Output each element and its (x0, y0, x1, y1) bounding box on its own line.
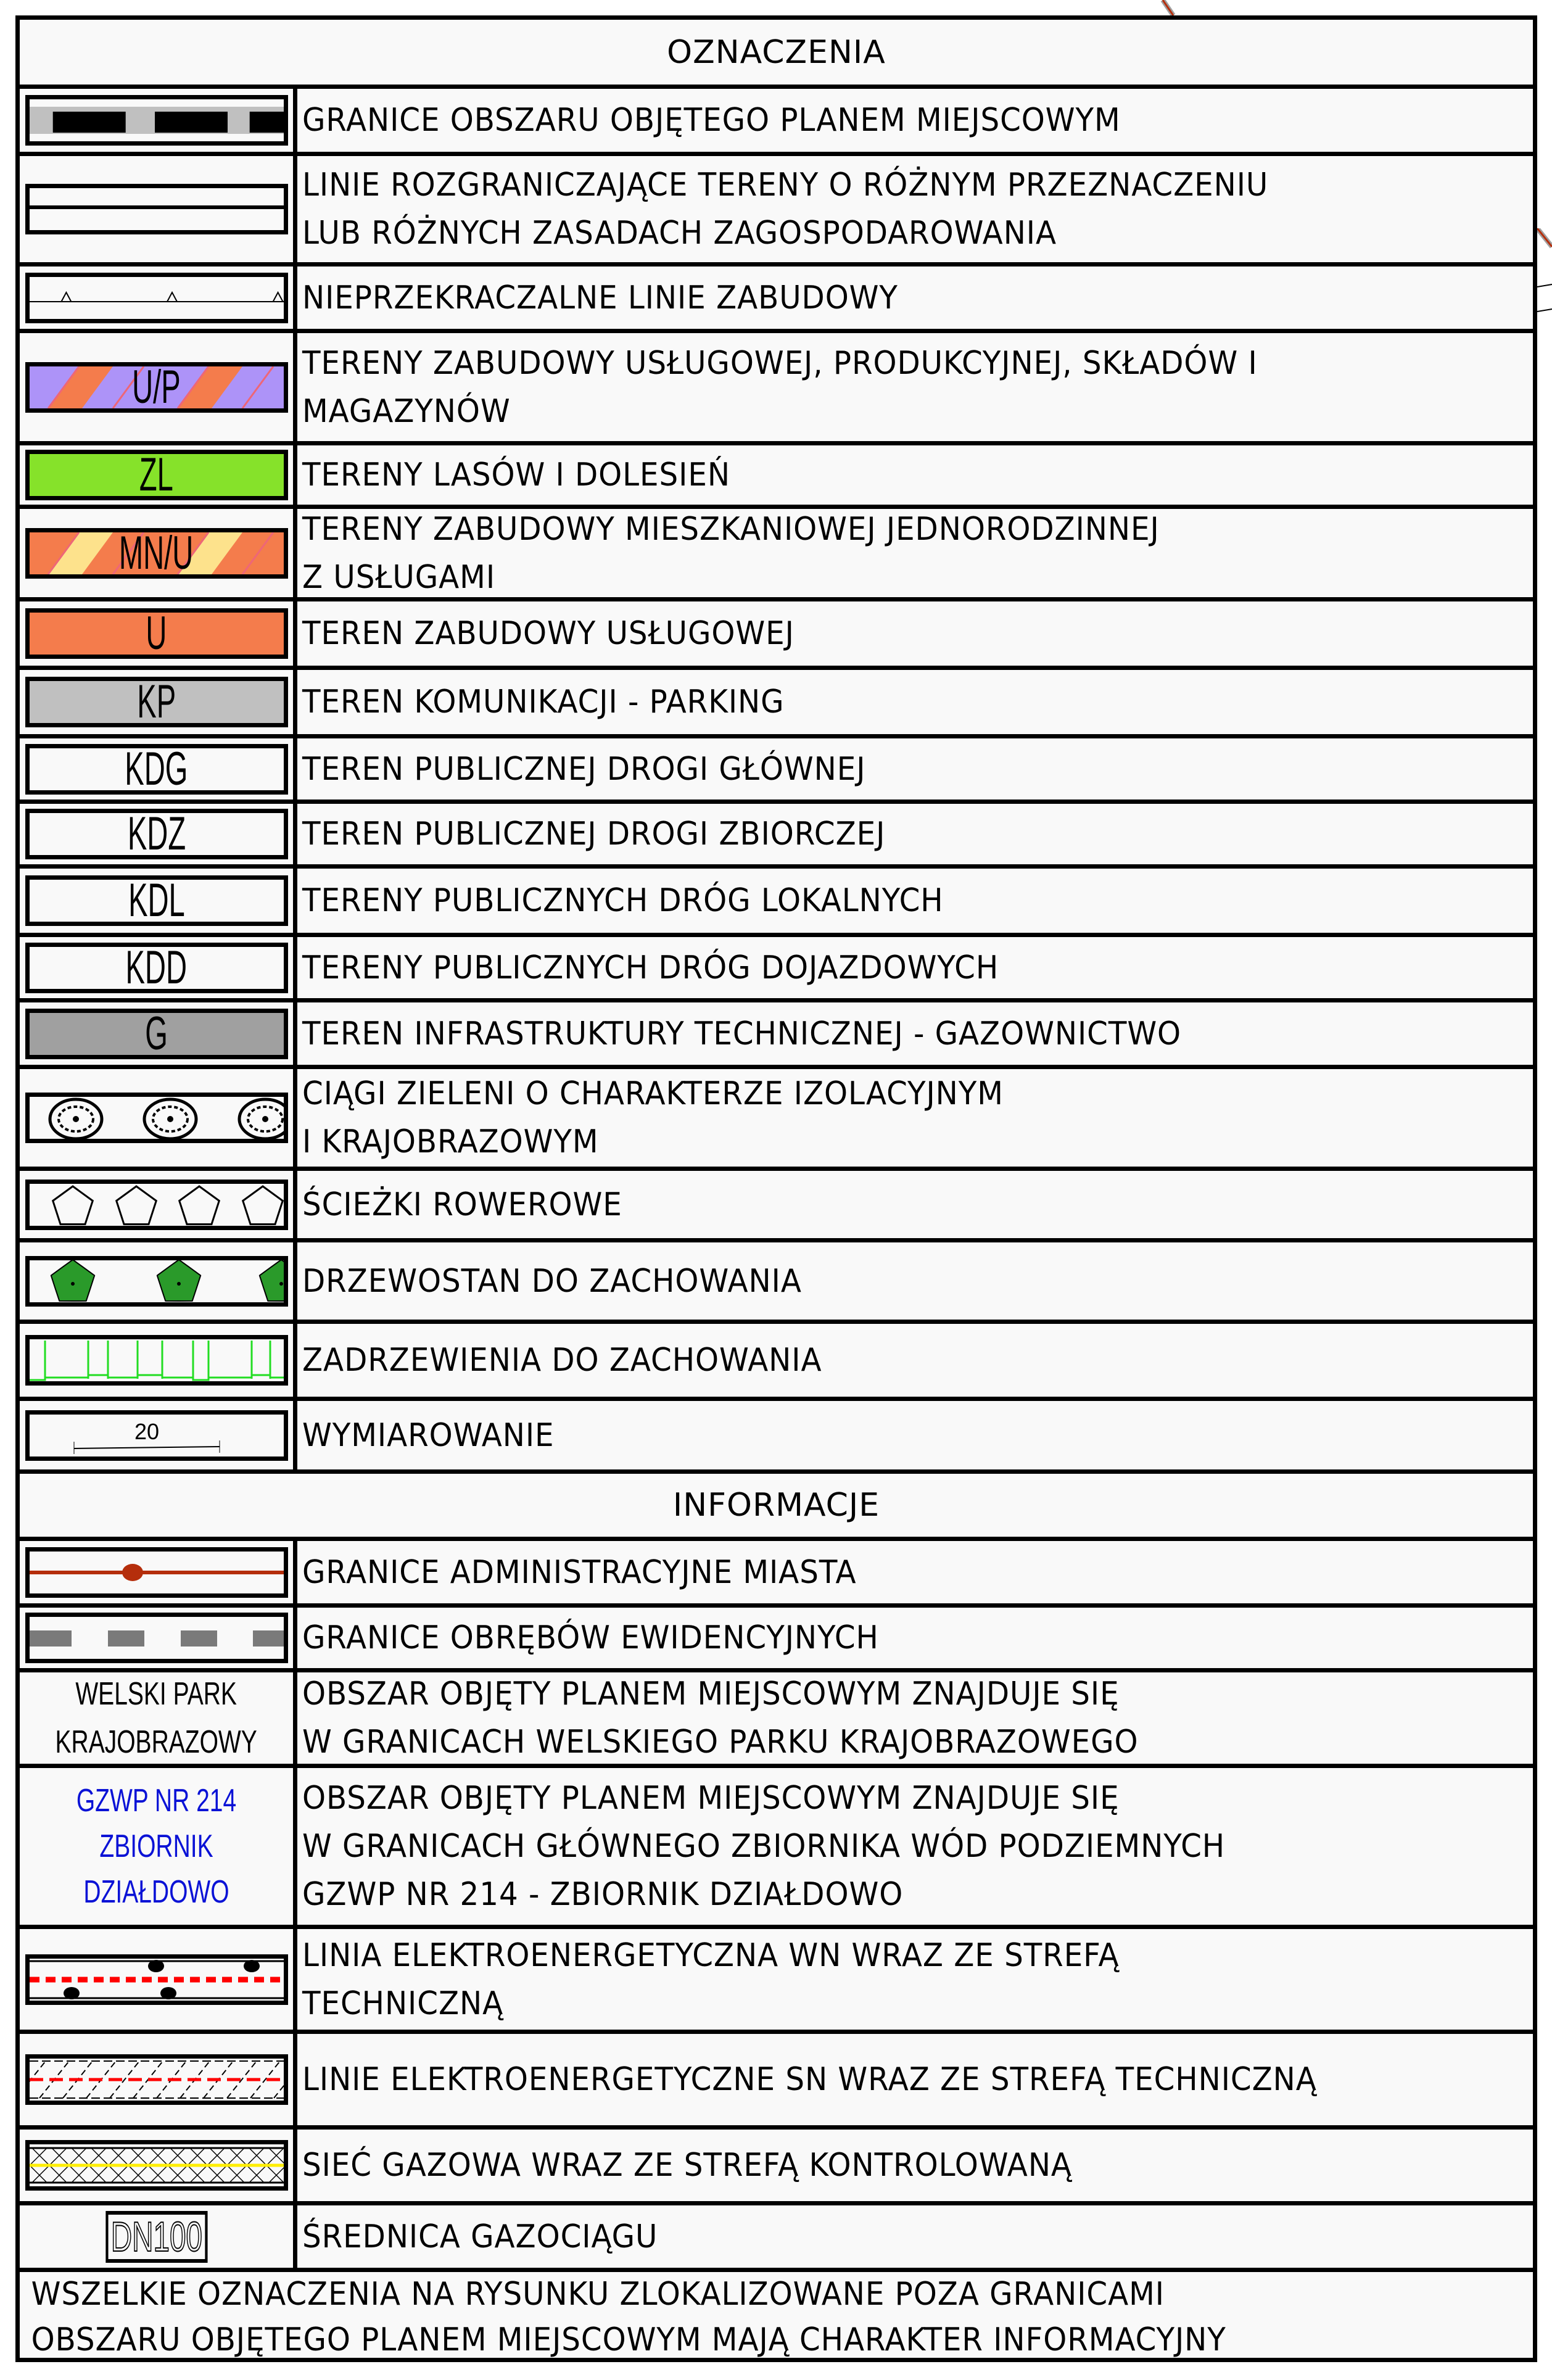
legend-row (20, 933, 1533, 998)
legend-symbol-bike-paths (25, 1180, 288, 1230)
info-symbol-city-boundary (25, 1547, 288, 1598)
description (302, 601, 1441, 666)
symbol-cell (20, 2130, 297, 2201)
legend-symbol-zl (25, 450, 288, 500)
symbol-cell (20, 804, 297, 864)
description-line: SIEĆ GAZOWA WRAZ ZE STREFĄ KONTROLOWANĄ (302, 2147, 1072, 2184)
precinct-dash (30, 1630, 72, 1647)
symbol-cell (20, 869, 297, 933)
description (302, 509, 1441, 597)
boundary-dash (52, 112, 125, 133)
legend-symbol-dividing-line (25, 184, 288, 234)
pentagon-icon (179, 1186, 219, 1225)
description (302, 1608, 1441, 1668)
legend-row (20, 734, 1533, 800)
description (302, 89, 1441, 152)
legend-symbol-kdl (25, 875, 288, 926)
map-line-fragment-right (1537, 281, 1552, 318)
symbol-cell (20, 1069, 297, 1167)
description-line: ŚREDNICA GAZOCIĄGU (302, 2218, 658, 2255)
pylon-icon (148, 1960, 164, 1972)
info-symbol-line: GZWP NR 214 (76, 1783, 237, 1819)
description (302, 333, 1441, 441)
boundary-node-icon (122, 1564, 143, 1581)
symbol-cell (20, 1171, 297, 1238)
legend-symbol-kp (25, 677, 288, 727)
description (302, 1401, 1441, 1469)
description (302, 1171, 1441, 1238)
precinct-dash (108, 1630, 144, 1647)
info-row (20, 1537, 1533, 1603)
legend-row (20, 85, 1533, 152)
description-line: ŚCIEŻKI ROWEROWE (302, 1186, 622, 1223)
tree-trunk (177, 1282, 181, 1286)
description-line: TERENY ZABUDOWY USŁUGOWEJ, PRODUKCYJNEJ, SKŁADÓW I (302, 344, 1258, 382)
symbol-cell (20, 1401, 297, 1469)
symbol-cell (20, 1929, 297, 2030)
description (302, 2205, 1441, 2268)
info-row (20, 1764, 1533, 1925)
legend-symbol-woodland (25, 1335, 288, 1386)
symbol-cell (20, 1608, 297, 1668)
symbol-cell (20, 1242, 297, 1320)
shrub-core (73, 1116, 79, 1122)
legend-symbol-kdz (25, 809, 288, 859)
description (302, 937, 1441, 998)
land-use-code: KDG (125, 743, 188, 795)
dimension-value: 20 (134, 1418, 159, 1444)
description-line: Z USŁUGAMI (302, 558, 496, 596)
symbol-cell (20, 601, 297, 666)
description-line: NIEPRZEKRACZALNE LINIE ZABUDOWY (302, 279, 898, 316)
pentagon-icon (242, 1186, 283, 1225)
legend-symbol-kdg (25, 744, 288, 795)
symbol-cell (20, 1768, 297, 1925)
woodland-outline (30, 1375, 284, 1380)
description (302, 1069, 1441, 1167)
tree-trunk (279, 1282, 283, 1286)
boundary-dash (249, 112, 283, 133)
description-line: MAGAZYNÓW (302, 392, 511, 430)
description (302, 1002, 1441, 1065)
symbol-cell (20, 333, 297, 441)
symbol-cell (20, 1324, 297, 1397)
legend-row (20, 152, 1533, 262)
legend-row (20, 864, 1533, 933)
pylon-icon (64, 1987, 80, 1999)
symbol-cell (20, 1672, 297, 1764)
legend-symbol-u (25, 608, 288, 659)
description (302, 2034, 1441, 2125)
shrub-core (167, 1116, 173, 1122)
triangle-marker-icon (273, 292, 283, 302)
description-line: I KRAJOBRAZOWYM (302, 1123, 599, 1160)
legend-row (20, 441, 1533, 505)
land-use-code: MN/U (119, 527, 194, 579)
legend-symbol-u-p (25, 362, 288, 413)
info-symbol-line: WELSKI PARK (75, 1676, 237, 1712)
tree-trunk (71, 1282, 75, 1286)
info-symbol-mv-lines (25, 2054, 288, 2105)
legend-symbol-mn-u (25, 528, 288, 579)
hatch-stripe (242, 532, 284, 574)
symbol-cell (20, 267, 297, 329)
description-line: LUB RÓŻNYCH ZASADACH ZAGOSPODAROWANIA (302, 215, 1057, 252)
description (302, 1929, 1441, 2030)
legend-row (20, 1397, 1533, 1469)
description (302, 445, 1441, 505)
legend-table (15, 15, 1537, 2362)
info-symbol-hv-line (25, 1954, 288, 2005)
description-line: GRANICE OBRĘBÓW EWIDENCYJNYCH (302, 1619, 879, 1656)
land-use-code: U/P (132, 362, 181, 413)
description-line: TERENY ZABUDOWY MIESZKANIOWEJ JEDNORODZINNEJ (302, 510, 1160, 548)
info-row (20, 2125, 1533, 2201)
legend-row (20, 1167, 1533, 1238)
land-use-code: G (145, 1008, 168, 1059)
description-line: TECHNICZNĄ (302, 1985, 504, 2022)
pylon-icon (244, 1960, 260, 1972)
land-use-code: KDL (128, 875, 185, 926)
symbol-cell (20, 2205, 297, 2268)
description-line: TEREN PUBLICZNEJ DROGI GŁÓWNEJ (302, 750, 866, 788)
description-line: GRANICE ADMINISTRACYJNE MIASTA (302, 1553, 857, 1591)
info-symbol-precinct-boundary (25, 1613, 288, 1663)
triangle-marker-icon (167, 292, 177, 302)
description-line: TEREN ZABUDOWY USŁUGOWEJ (302, 615, 795, 652)
legend-row (20, 329, 1533, 441)
legend-symbol-green-belt (25, 1093, 288, 1143)
precinct-dash (253, 1630, 284, 1647)
legend-row (20, 597, 1533, 666)
legend-row (20, 1065, 1533, 1167)
description-line: GZWP NR 214 - ZBIORNIK DZIAŁDOWO (302, 1876, 904, 1913)
hatch-stripe (48, 366, 113, 408)
description (302, 1541, 1441, 1603)
legend-row (20, 1320, 1533, 1397)
land-use-code: KDD (125, 942, 188, 993)
footer-line: WSZELKIE OZNACZENIA NA RYSUNKU ZLOKALIZOWANE POZA GRANICAMI (31, 2276, 1165, 2313)
footer-line: OBSZARU OBJĘTEGO PLANEM MIEJSCOWYM MAJĄ CHARAKTER INFORMACYJNY (31, 2321, 1226, 2358)
precinct-dash (181, 1630, 217, 1647)
description (302, 1768, 1441, 1925)
legend-symbol-kdd (25, 943, 288, 993)
description-line: TEREN PUBLICZNEJ DROGI ZBIORCZEJ (302, 816, 886, 853)
symbol-cell (20, 937, 297, 998)
description-line: ZADRZEWIENIA DO ZACHOWANIA (302, 1342, 822, 1379)
info-row (20, 1603, 1533, 1668)
description (302, 156, 1441, 262)
symbol-cell (20, 2034, 297, 2125)
footer-text (20, 2272, 1427, 2362)
legend-symbol-plan-boundary (25, 95, 288, 146)
legend-symbol-dimension (25, 1410, 288, 1461)
symbol-cell (20, 670, 297, 734)
legend-row (20, 998, 1533, 1065)
info-header (20, 1469, 1533, 1537)
description-line: W GRANICACH GŁÓWNEGO ZBIORNIKA WÓD PODZIEMNYCH (302, 1828, 1226, 1865)
description (302, 869, 1441, 933)
shrub-core (262, 1116, 268, 1122)
symbol-cell (20, 509, 297, 597)
footer-note (20, 2268, 1533, 2362)
description (302, 1672, 1441, 1764)
dimension-line (74, 1447, 220, 1448)
info-symbol-text (56, 1670, 257, 1766)
description-line: TERENY PUBLICZNYCH DRÓG DOJAZDOWYCH (302, 949, 999, 986)
land-use-code: KDZ (127, 809, 186, 859)
description (302, 2130, 1441, 2201)
land-use-code: U (146, 608, 167, 659)
info-symbol-gas-network (25, 2140, 288, 2191)
shrub-icon (239, 1099, 284, 1139)
symbol-cell (20, 156, 297, 262)
tree-icon (51, 1260, 94, 1301)
description-line: W GRANICACH WELSKIEGO PARKU KRAJOBRAZOWEGO (302, 1724, 1139, 1761)
description (302, 1324, 1441, 1397)
land-use-code: KP (137, 677, 176, 727)
hatch-stripe (178, 366, 242, 408)
description-line: TEREN KOMUNIKACJI - PARKING (302, 684, 785, 721)
description (302, 738, 1441, 800)
info-row (20, 1668, 1533, 1764)
legend-symbol-trees (25, 1256, 288, 1307)
description-line: OBSZAR OBJĘTY PLANEM MIEJSCOWYM ZNAJDUJE SIĘ (302, 1676, 1120, 1713)
description-line: TEREN INFRASTRUKTURY TECHNICZNEJ - GAZOWNICTWO (302, 1015, 1182, 1052)
legend-row (20, 505, 1533, 597)
legend-row (20, 262, 1533, 329)
description (302, 267, 1441, 329)
pentagon-icon (52, 1186, 93, 1225)
pentagon-icon (116, 1186, 156, 1225)
description-line: TERENY LASÓW I DOLESIEŃ (302, 457, 730, 494)
description-line: GRANICE OBSZARU OBJĘTEGO PLANEM MIEJSCOWYM (302, 102, 1121, 139)
info-row (20, 2201, 1533, 2268)
description-line: DRZEWOSTAN DO ZACHOWANIA (302, 1262, 802, 1300)
hatch-stripe (48, 532, 113, 574)
description (302, 804, 1441, 864)
info-row (20, 2030, 1533, 2125)
description-line: LINIE ROZGRANICZAJĄCE TERENY O RÓŻNYM PRZEZNACZENIU (302, 167, 1269, 204)
description-line: LINIE ELEKTROENERGETYCZNE SN WRAZ ZE STREFĄ TECHNICZNĄ (302, 2061, 1317, 2098)
info-symbol-line: KRAJOBRAZOWY (55, 1724, 258, 1760)
info-symbol-text (54, 1778, 258, 1915)
legend-header (20, 20, 1533, 85)
symbol-cell (20, 1002, 297, 1065)
legend-row (20, 800, 1533, 864)
legend-row (20, 666, 1533, 734)
legend-row (20, 1238, 1533, 1320)
info-symbol-line: ZBIORNIK DZIAŁDOWO (83, 1828, 229, 1910)
hatch-stripe (242, 366, 284, 408)
symbol-cell (20, 1541, 297, 1603)
pipe-diameter-label: DN100 (105, 2211, 207, 2263)
description (302, 670, 1441, 734)
symbol-cell (20, 738, 297, 800)
tree-icon (157, 1260, 200, 1301)
boundary-dash (155, 112, 228, 133)
pylon-icon (160, 1987, 176, 1999)
tree-icon (259, 1260, 283, 1301)
info-title: INFORMACJE (672, 1487, 880, 1524)
legend-title: OZNACZENIA (667, 33, 886, 71)
symbol-cell (20, 445, 297, 505)
symbol-cell (20, 89, 297, 152)
map-boundary-fragment-right (1537, 228, 1552, 278)
legend-symbol-building-line (25, 273, 288, 323)
triangle-marker-icon (61, 292, 71, 302)
legend-symbol-g (25, 1009, 288, 1059)
land-use-code: ZL (139, 450, 173, 500)
info-row (20, 1925, 1533, 2030)
description-line: LINIA ELEKTROENERGETYCZNA WN WRAZ ZE STREFĄ (302, 1936, 1120, 1974)
description-line: WYMIAROWANIE (302, 1416, 555, 1454)
description-line: CIĄGI ZIELENI O CHARAKTERZE IZOLACYJNYM (302, 1075, 1004, 1112)
description (302, 1242, 1441, 1320)
description-line: OBSZAR OBJĘTY PLANEM MIEJSCOWYM ZNAJDUJE SIĘ (302, 1780, 1120, 1817)
description-line: TERENY PUBLICZNYCH DRÓG LOKALNYCH (302, 882, 944, 919)
